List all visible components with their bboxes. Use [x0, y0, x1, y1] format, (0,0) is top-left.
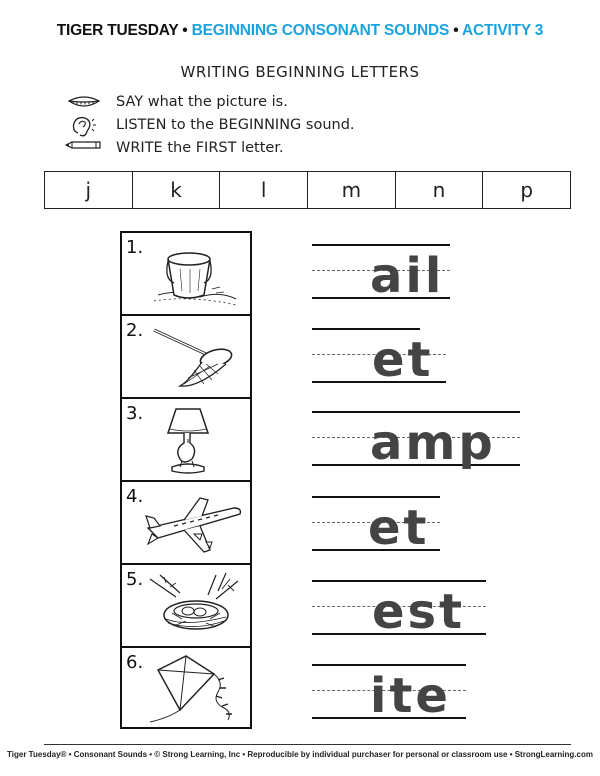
instruction-listen: [64, 115, 355, 135]
word-ending: et: [368, 500, 430, 556]
kite-icon: [138, 652, 244, 724]
top-rule: [312, 244, 450, 246]
item-number: 1.: [126, 237, 144, 258]
word-ending: est: [372, 584, 466, 640]
picture-cell: [122, 482, 250, 565]
ear-icon: [64, 115, 104, 135]
top-rule: [312, 328, 420, 330]
letter-bank-cell: k: [133, 172, 221, 208]
instruction-text: WRITE the FIRST letter.: [116, 140, 284, 156]
word-ending: ail: [370, 248, 445, 304]
item-number: 6.: [126, 652, 144, 673]
picture-column: [120, 231, 252, 729]
item-number: 4.: [126, 486, 144, 507]
brand-title: TIGER TUESDAY: [56, 22, 179, 39]
picture-cell: [122, 316, 250, 399]
top-rule: [312, 411, 520, 413]
instruction-write: [64, 138, 284, 158]
item-number: 5.: [126, 569, 144, 590]
letter-bank-cell: l: [220, 172, 308, 208]
footer-text: Tiger Tuesday® • Consonant Sounds • © Strong Learning, Inc • Reproducible by individual purchaser for personal or classroom use • StrongLearning.com: [7, 750, 593, 759]
header-separator: •: [453, 22, 462, 39]
instruction-text: SAY what the picture is.: [116, 94, 288, 110]
picture-cell: [122, 565, 250, 648]
mouth-icon: [64, 92, 104, 112]
instruction-text: LISTEN to the BEGINNING sound.: [116, 117, 355, 133]
letter-bank-cell: n: [396, 172, 484, 208]
letter-bank-cell: j: [45, 172, 133, 208]
topic-title: BEGINNING CONSONANT SOUNDS: [191, 22, 450, 39]
item-number: 3.: [126, 403, 144, 424]
top-rule: [312, 496, 440, 498]
nest-icon: [146, 571, 244, 643]
instruction-say: [64, 92, 288, 112]
top-rule: [312, 664, 466, 666]
pencil-icon: [64, 138, 104, 158]
word-ending: et: [372, 332, 434, 388]
letter-bank: [44, 171, 571, 209]
picture-cell: [122, 648, 250, 727]
net-icon: [148, 322, 244, 394]
activity-title: ACTIVITY 3: [461, 22, 544, 39]
word-ending: amp: [370, 415, 496, 471]
worksheet-header: [0, 22, 600, 40]
letter-bank-cell: p: [520, 178, 534, 202]
jet-icon: [144, 490, 244, 558]
word-ending: ite: [370, 668, 451, 724]
footer-divider: [44, 744, 571, 745]
picture-cell: [122, 399, 250, 482]
item-number: 2.: [126, 320, 144, 341]
letter-bank-cell: m: [308, 172, 396, 208]
header-separator: •: [182, 22, 192, 39]
pail-icon: [150, 239, 240, 311]
worksheet-subtitle: WRITING BEGINNING LETTERS: [180, 63, 420, 81]
picture-cell: [122, 233, 250, 316]
lamp-icon: [158, 403, 218, 479]
top-rule: [312, 580, 486, 582]
